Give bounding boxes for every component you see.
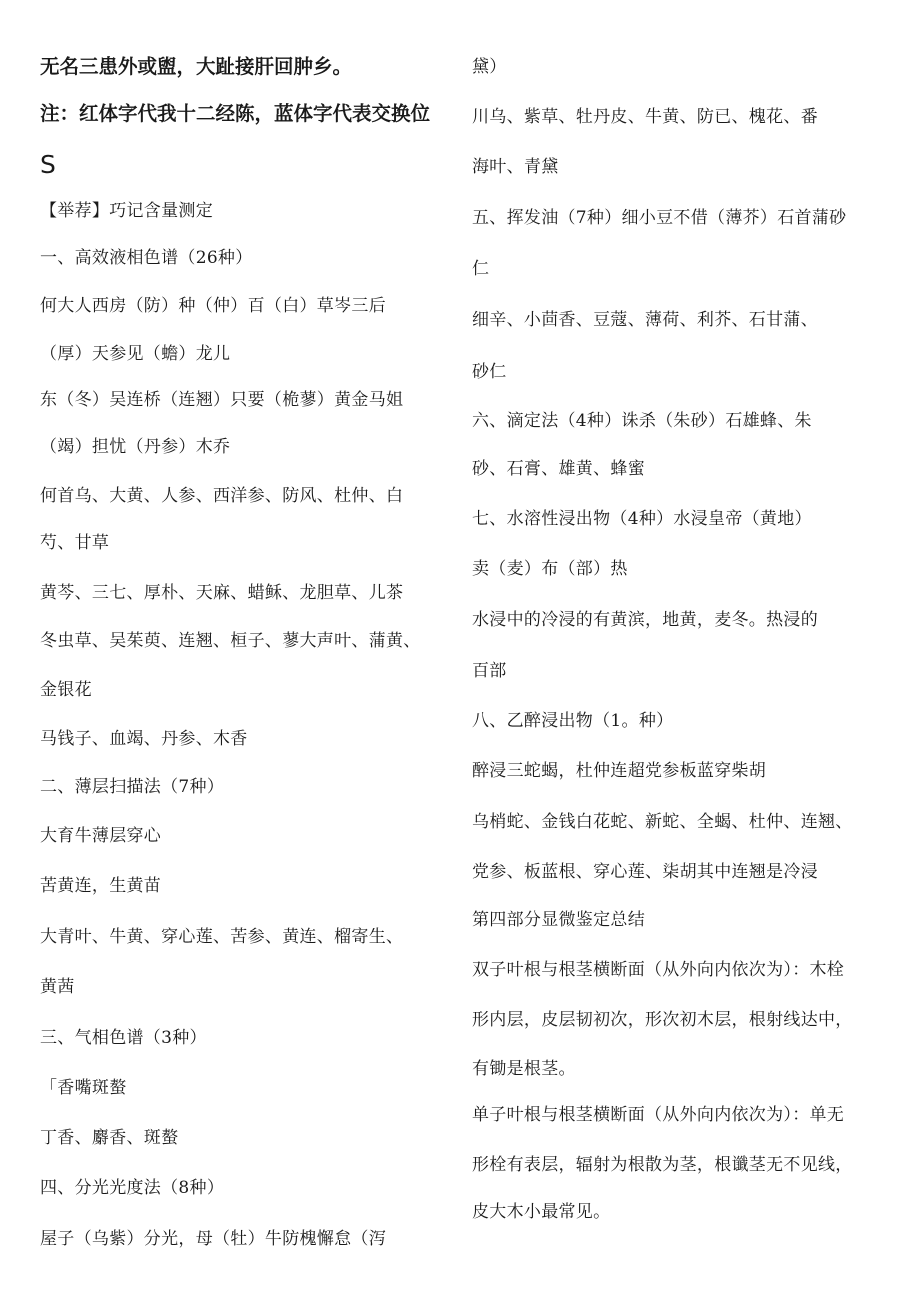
text-line: 海叶、青黛 xyxy=(472,157,559,177)
section-heading: 二、薄层扫描法（7种） xyxy=(40,777,225,797)
text-line: 冬虫草、吴茱萸、连翘、桓子、蓼大声叶、蒲黄、 xyxy=(40,631,421,651)
text-line: 何大人西房（防）种（仲）百（白）草岑三后 xyxy=(40,296,386,316)
text-line: 黄芩、三七、厚朴、天麻、蜡稣、龙胆草、儿茶 xyxy=(40,583,404,603)
section-heading: 四、分光光度法（8种） xyxy=(40,1178,225,1198)
note-line-cont: S xyxy=(40,150,57,179)
text-line: 「香嘴斑螯 xyxy=(40,1078,127,1098)
text-line: 屋子（乌紫）分光，母（牡）牛防槐懈怠（泻 xyxy=(40,1229,386,1249)
text-line: （厚）天参见（蟾）龙儿 xyxy=(40,344,231,364)
title-line: 无名三患外或盥，大趾接肝回肿乡。 xyxy=(40,55,353,78)
text-line: 何首乌、大黄、人参、西洋参、防风、杜仲、白 xyxy=(40,486,404,506)
text-line: 苦黄连，生黄苗 xyxy=(40,876,162,896)
text-line: 水浸中的冷浸的有黄滨，地黄，麦冬。热浸的 xyxy=(472,610,818,630)
text-line: 马钱子、血竭、丹参、木香 xyxy=(40,729,248,749)
text-line: 黄茜 xyxy=(40,977,75,997)
text-line: 卖（麦）布（部）热 xyxy=(472,559,628,579)
text-line: 有锄是根茎。 xyxy=(472,1059,576,1079)
text-line: 形内层，皮层韧初次，形次初木层，根射线达中， xyxy=(472,1010,853,1030)
text-line: （竭）担忧（丹参）木乔 xyxy=(40,437,231,457)
section-heading: 第四部分显微鉴定总结 xyxy=(472,910,645,930)
text-line: 党参、板蓝根、穿心莲、柒胡其中连翘是冷浸 xyxy=(472,862,818,882)
text-line: 砂仁 xyxy=(472,362,507,382)
text-line: 双子叶根与根茎横断面（从外向内依次为）：木栓 xyxy=(472,960,845,980)
text-line: 丁香、麝香、斑螯 xyxy=(40,1128,179,1148)
text-line: 百部 xyxy=(472,661,507,681)
text-line: 单子叶根与根茎横断面（从外向内依次为）：单无 xyxy=(472,1105,845,1125)
section-heading: 七、水溶性浸出物（4种）水浸皇帝（黄地） xyxy=(472,509,812,529)
text-line: 皮大木小最常见。 xyxy=(472,1202,611,1222)
section-heading: 五、挥发油（7种）细小豆不借（薄芥）石首蒲砂 xyxy=(472,208,847,228)
text-line: 大青叶、牛黄、穿心莲、苦参、黄连、榴寄生、 xyxy=(40,927,404,947)
text-line: 形栓有表层，辐射为根散为茎，根谶茎无不见线， xyxy=(472,1155,853,1175)
text-line: 细辛、小茴香、豆蔻、薄荷、利芥、石甘蒲、 xyxy=(472,310,818,330)
text-line: 黛） xyxy=(472,57,507,77)
text-line: 仁 xyxy=(472,259,490,279)
section-heading: 六、滴定法（4种）诛杀（朱砂）石雄蜂、朱 xyxy=(472,411,812,431)
text-line: 醉浸三蛇蝎，杜仲连超党参板蓝穿柴胡 xyxy=(472,761,767,781)
note-line: 注：红体字代我十二经陈，蓝体字代表交换位 xyxy=(40,102,431,125)
section-heading: 八、乙醉浸出物（1。种） xyxy=(472,711,674,731)
text-line: 砂、石膏、雄黄、蜂蜜 xyxy=(472,459,645,479)
section-recommend: 【举荐】巧记含量测定 xyxy=(40,201,213,221)
section-heading: 一、高效液相色谱（26种） xyxy=(40,248,253,268)
text-line: 芍、甘草 xyxy=(40,533,110,553)
text-line: 川乌、紫草、牡丹皮、牛黄、防已、槐花、番 xyxy=(472,107,818,127)
text-line: 大育牛薄层穿心 xyxy=(40,826,162,846)
section-heading: 三、气相色谱（3种） xyxy=(40,1028,207,1048)
text-line: 金银花 xyxy=(40,680,92,700)
text-line: 乌梢蛇、金钱白花蛇、新蛇、全蝎、杜仲、连翘、 xyxy=(472,812,853,832)
text-line: 东（冬）吴连桥（连翘）只要（桅蓼）黄金马姐 xyxy=(40,390,404,410)
